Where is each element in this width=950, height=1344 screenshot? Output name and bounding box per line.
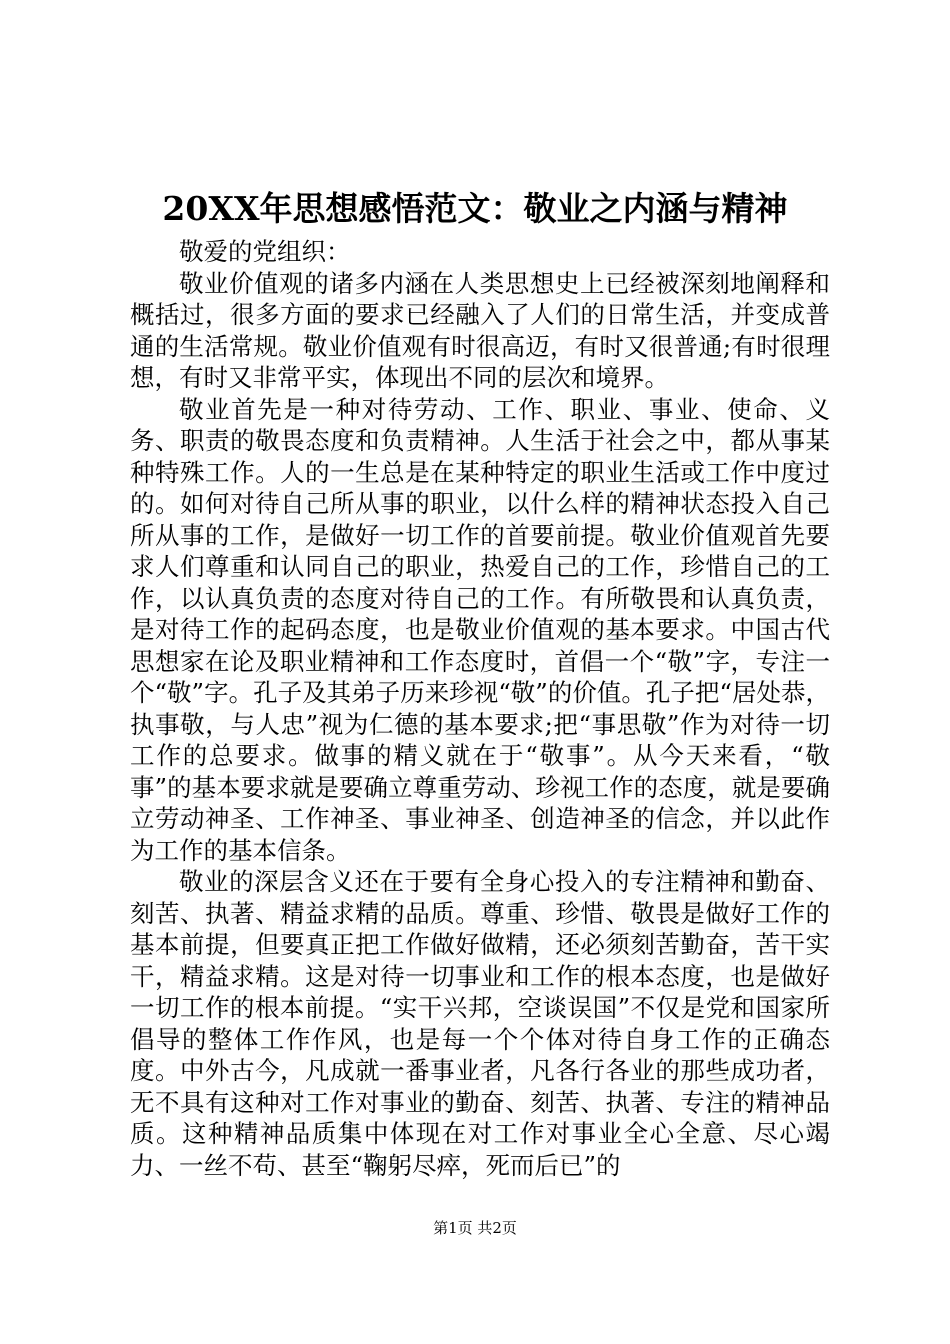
document-title: 20XX年思想感悟范文：敬业之内涵与精神 xyxy=(162,189,788,228)
body-paragraph-3: 敬业的深层含义还在于要有全身心投入的专注精神和勤奋、刻苦、执著、精益求精的品质。尊重、珍惜、敬畏是做好工作的基本前提，但要真正把工作做好做精，还必须刻苦勤奋，苦干实干，精益求精。这是对待一切事业和工作的根本态度，也是做好一切工作的根本前提。“实干兴邦，空谈误国”不仅是党和国家所倡导的整体工作作风，也是每一个个体对待自身工作的正确态度。中外古今，凡成就一番事业者，凡各行各业的那些成功者，无不具有这种对工作对事业的勤奋、刻苦、执著、专注的精神品质。这种精神品质集中体现在对工作对事业全心全意、尽心竭力、一丝不苟、甚至“鞠躬尽瘁，死而后已”的 xyxy=(130,867,830,1180)
document-body xyxy=(130,236,830,1181)
page-number-footer: 第1页 共2页 xyxy=(433,1219,517,1237)
body-paragraph-1: 敬业价值观的诸多内涵在人类思想史上已经被深刻地阐释和概括过，很多方面的要求已经融入了人们的日常生活，并变成普通的生活常规。敬业价值观有时很高迈，有时又很普通;有时很理想，有时又非常平实，体现出不同的层次和境界。 xyxy=(130,268,830,392)
salutation: 敬爱的党组织： xyxy=(179,237,351,266)
body-paragraph-2: 敬业首先是一种对待劳动、工作、职业、事业、使命、义务、职责的敬畏态度和负责精神。人生活于社会之中，都从事某种特殊工作。人的一生总是在某种特定的职业生活或工作中度过的。如何对待自己所从事的职业，以什么样的精神状态投入自己所从事的工作，是做好一切工作的首要前提。敬业价值观首先要求人们尊重和认同自己的职业，热爱自己的工作，珍惜自己的工作，以认真负责的态度对待自己的工作。有所敬畏和认真负责，是对待工作的起码态度，也是敬业价值观的基本要求。中国古代思想家在论及职业精神和工作态度时，首倡一个“敬”字，专注一个“敬”字。孔子及其弟子历来珍视“敬”的价值。孔子把“居处恭，执事敬，与人忠”视为仁德的基本要求;把“事思敬”作为对待一切工作的总要求。做事的精义就在于“敬事”。从今天来看，“敬事”的基本要求就是要确立尊重劳动、珍视工作的态度，就是要确立劳动神圣、工作神圣、事业神圣、创造神圣的信念，并以此作为工作的基本信条。 xyxy=(130,394,830,865)
